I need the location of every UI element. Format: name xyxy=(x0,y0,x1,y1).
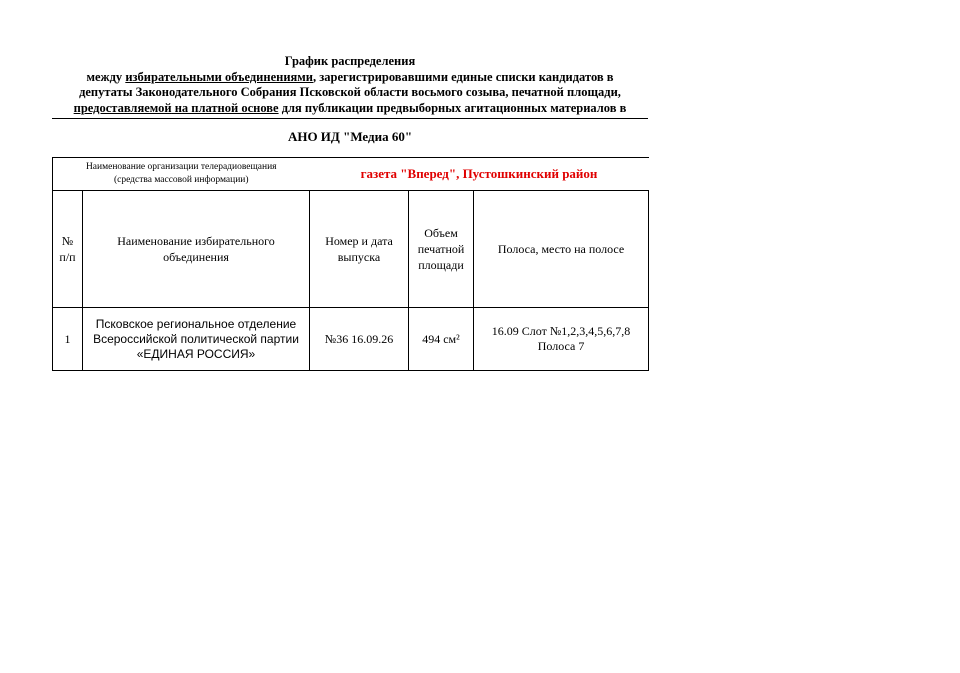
cell-number: 1 xyxy=(53,308,83,371)
party-line-1: Псковское региональное отделение xyxy=(95,316,297,331)
cell-placement xyxy=(474,308,649,371)
organization-value: газета "Вперед", Пустошкинский район xyxy=(310,158,649,191)
header-line-2-underlined: избирательными объединениями xyxy=(125,69,314,84)
distribution-table xyxy=(52,157,649,371)
column-header-issue: Номер и дата выпуска xyxy=(310,191,409,308)
organization-label xyxy=(53,158,310,191)
column-header-number: № п/п xyxy=(53,191,83,308)
organization-label-line-1: Наименование организации телерадиовещания xyxy=(85,162,277,172)
table-row xyxy=(53,308,649,371)
organization-label-line-2: (средства массовой информации) xyxy=(113,175,249,185)
party-line-3: «ЕДИНАЯ РОССИЯ» xyxy=(136,346,256,361)
table-header-row xyxy=(53,191,649,308)
party-line-2: Всероссийской политической партии xyxy=(93,331,299,346)
placement-line-1: 16.09 Слот №1,2,3,4,5,6,7,8 xyxy=(491,324,631,338)
header-line-4-underlined-1: предоставляемой xyxy=(73,100,172,115)
header-line-2-suffix: , зарегистрировавшими единые списки кандидатов в xyxy=(313,69,614,84)
column-header-volume: Объем печатной площади xyxy=(409,191,474,308)
header-line-4-suffix: для публикации предвыборных агитационных материалов в xyxy=(278,100,627,115)
placement-line-2: Полоса 7 xyxy=(537,339,585,353)
header-line-2-prefix: между xyxy=(86,69,126,84)
cell-volume: 494 см² xyxy=(409,308,474,371)
header-line-3: депутаты Законодательного Собрания Псковской области восьмого созыва, печатной площади, xyxy=(79,85,621,99)
column-header-placement: Полоса, место на полосе xyxy=(474,191,649,308)
publisher-name: АНО ИД "Медиа 60" xyxy=(287,129,413,144)
header-divider xyxy=(52,118,648,119)
header-line-4 xyxy=(52,101,648,117)
document-header xyxy=(52,54,648,116)
organization-row xyxy=(53,158,649,191)
header-line-2 xyxy=(52,70,648,86)
document-title: График распределения xyxy=(284,54,416,68)
header-line-4-underlined-2: на платной основе xyxy=(171,100,279,115)
cell-issue: №36 16.09.26 xyxy=(310,308,409,371)
cell-party xyxy=(83,308,310,371)
column-header-party: Наименование избирательного объединения xyxy=(83,191,310,308)
